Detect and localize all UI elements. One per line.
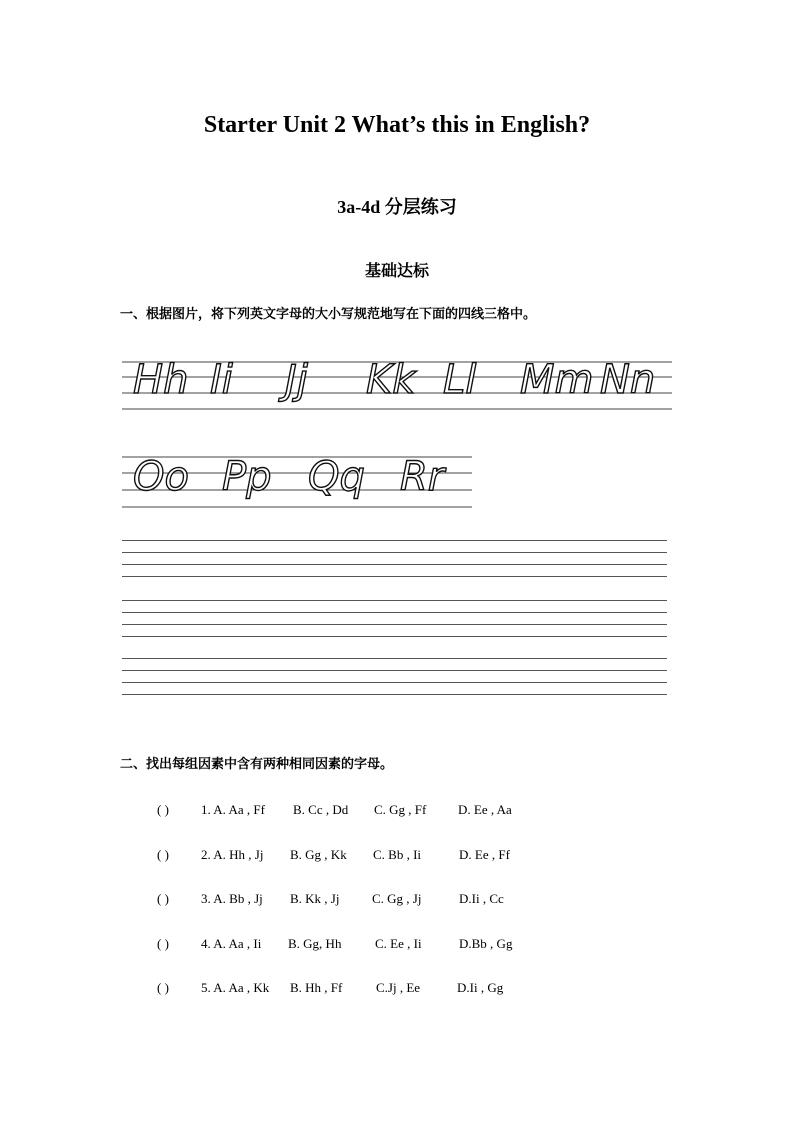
letter-pair-Kk: Kk	[366, 357, 416, 403]
page-title: Starter Unit 2 What’s this in English?	[203, 112, 591, 138]
item-option-b: B. Hh , Ff	[290, 980, 343, 995]
item-option-c: C. Gg , Jj	[372, 891, 422, 906]
section-heading: 基础达标	[364, 263, 429, 280]
item-option-d: D. Ee , Ff	[459, 847, 510, 862]
item-option-d: D. Ee , Aa	[458, 802, 512, 817]
letter-pair-Pp: Pp	[222, 454, 272, 500]
answer-blank[interactable]: ( )	[157, 847, 169, 862]
item-option-d: D.Ii , Gg	[457, 980, 504, 995]
item-option-c: C. Ee , Ii	[375, 936, 422, 951]
letter-pair-Hh: Hh	[133, 357, 189, 403]
answer-blank[interactable]: ( )	[157, 936, 169, 951]
letter-pair-Ll: Ll	[443, 357, 477, 403]
letter-sample-figure	[0, 0, 794, 560]
question-1-heading: 一、根据图片，将下列英文字母的大小写规范地写在下面的四线三格中。	[120, 306, 537, 321]
page-subtitle: 3a-4d 分层练习	[337, 197, 457, 217]
letter-pair-Jj: Jj	[285, 357, 308, 403]
answer-blank[interactable]: ( )	[157, 891, 169, 906]
item-option-d: D.Bb , Gg	[459, 936, 513, 951]
letter-pair-Oo: Oo	[133, 454, 189, 500]
item-option-b: B. Cc , Dd	[293, 802, 349, 817]
question-2-heading: 二、找出每组因素中含有两种相同因素的字母。	[120, 756, 394, 771]
letter-pair-Qq: Qq	[308, 454, 365, 500]
item-option-c: C.Jj , Ee	[376, 980, 421, 995]
item-option-a: 3. A. Bb , Jj	[201, 891, 263, 906]
item-option-c: C. Bb , Ii	[373, 847, 422, 862]
item-option-d: D.Ii , Cc	[459, 891, 504, 906]
practice-grid-2[interactable]	[122, 600, 667, 640]
item-option-b: B. Gg, Hh	[288, 936, 342, 951]
item-option-a: 1. A. Aa , Ff	[201, 802, 265, 817]
practice-grid-3[interactable]	[122, 658, 667, 698]
practice-grid-1[interactable]	[122, 540, 667, 580]
item-option-a: 4. A. Aa , Ii	[201, 936, 262, 951]
item-option-b: B. Gg , Kk	[290, 847, 347, 862]
item-option-b: B. Kk , Jj	[290, 891, 340, 906]
letter-pair-Ii: Ii	[210, 357, 233, 403]
letter-pair-Rr: Rr	[400, 454, 445, 500]
item-option-c: C. Gg , Ff	[374, 802, 427, 817]
answer-blank[interactable]: ( )	[157, 980, 169, 995]
letter-pair-Mm: Mm	[520, 357, 594, 403]
item-option-a: 2. A. Hh , Jj	[201, 847, 264, 862]
answer-blank[interactable]: ( )	[157, 802, 169, 817]
letter-pair-Nn: Nn	[600, 357, 656, 403]
item-option-a: 5. A. Aa , Kk	[201, 980, 270, 995]
